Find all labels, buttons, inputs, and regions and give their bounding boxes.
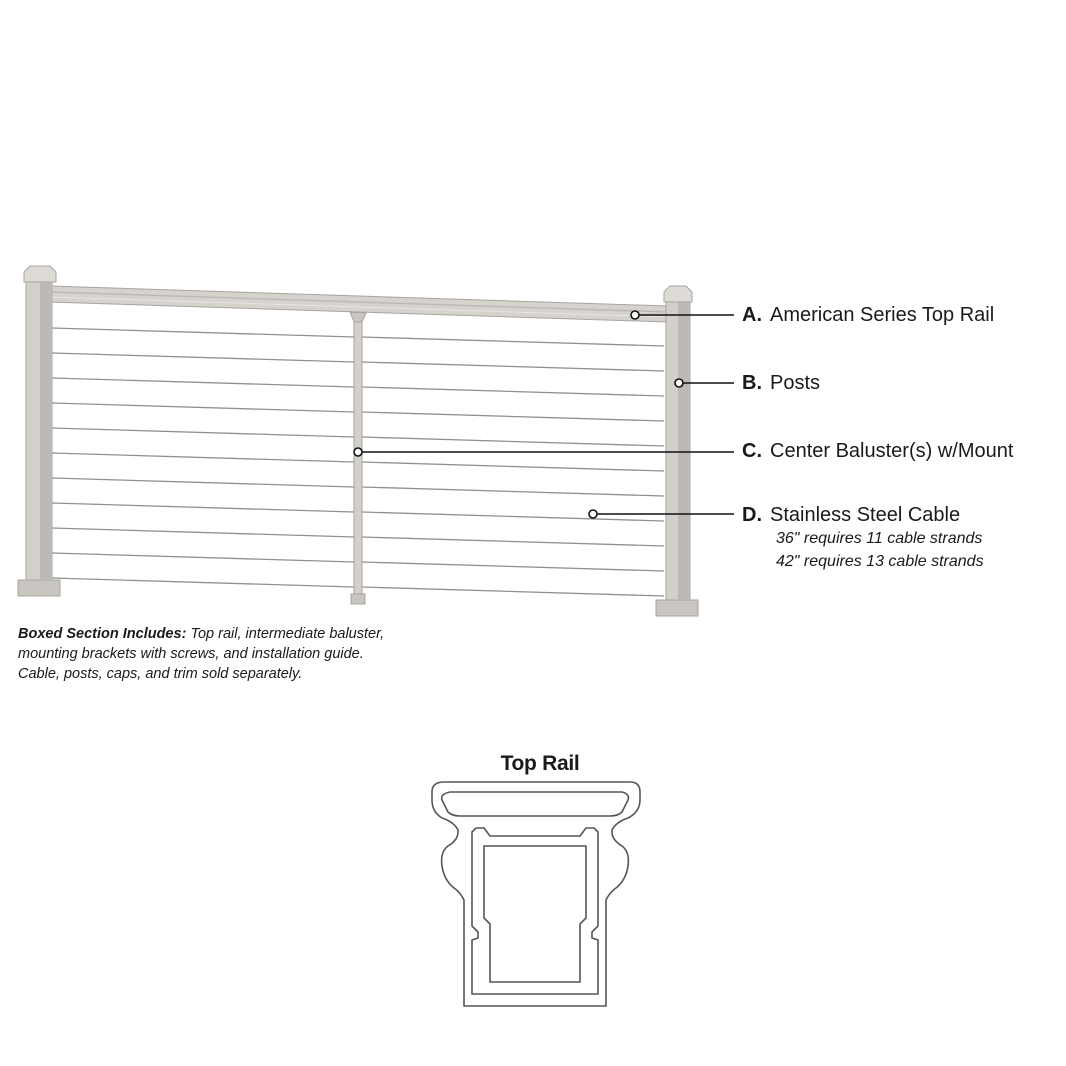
center-baluster <box>350 312 366 604</box>
callout-letter: D. <box>742 504 762 526</box>
right-post <box>656 286 698 616</box>
boxed-section-text-1: Top rail, intermediate baluster, <box>190 626 385 642</box>
callout-top-rail <box>742 303 994 327</box>
callout-posts <box>742 371 820 395</box>
callout-label: Center Baluster(s) w/Mount <box>770 440 1014 462</box>
boxed-section-note <box>18 624 478 684</box>
profile-title: Top Rail <box>500 752 580 775</box>
cable-note-42: 42" requires 13 cable strands <box>776 553 984 570</box>
boxed-section-line-1 <box>18 624 478 644</box>
top-rail-profile-drawing <box>420 770 650 1020</box>
boxed-section-line-2: mounting brackets with screws, and installation guide. <box>18 646 364 662</box>
callout-label: Stainless Steel Cable <box>770 504 961 526</box>
callout-letter: C. <box>742 440 762 462</box>
callout-letter: B. <box>742 372 762 394</box>
boxed-section-line-3: Cable, posts, caps, and trim sold separately. <box>18 666 303 682</box>
callout-stainless-steel-cable <box>742 503 960 527</box>
callout-label: American Series Top Rail <box>770 304 995 326</box>
callout-label: Posts <box>770 372 821 394</box>
cable-note-36: 36" requires 11 cable strands <box>776 530 983 547</box>
callout-letter: A. <box>742 304 762 326</box>
left-post <box>18 266 60 596</box>
boxed-section-label: Boxed Section Includes: <box>18 626 187 642</box>
callout-center-baluster <box>742 439 1013 463</box>
